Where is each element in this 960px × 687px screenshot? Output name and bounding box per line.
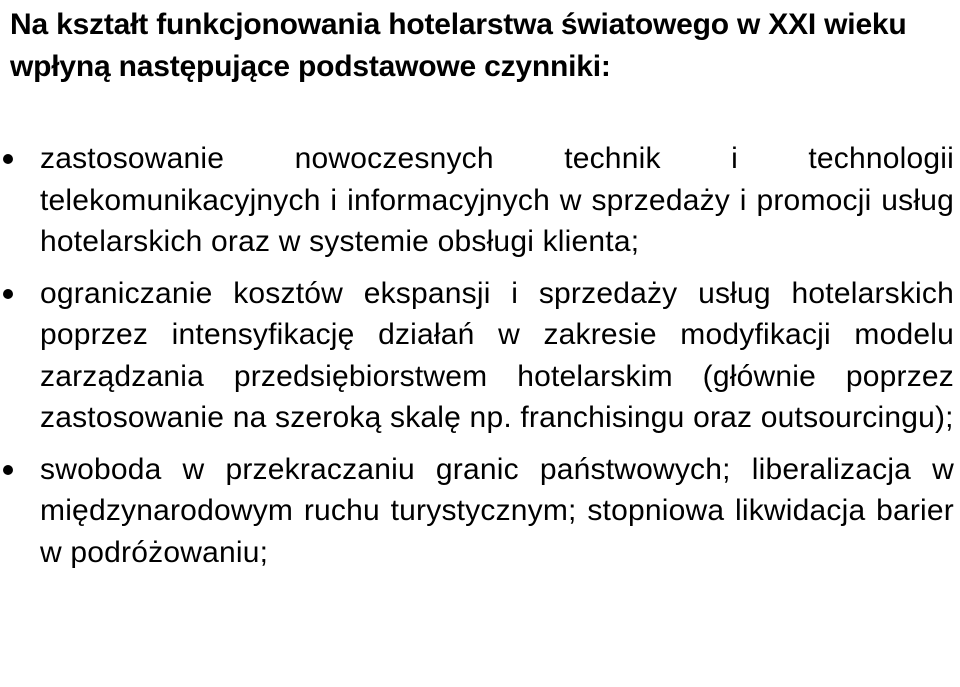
bullet-text: swoboda w przekraczaniu granic państwowych; liberalizacja w międzynarodowym ruchu turystycznym; stopniowa likwidacja barier w podróżowaniu; <box>40 452 954 569</box>
bullet-item <box>0 273 960 439</box>
bullet-item <box>0 449 960 574</box>
bullet-dot-icon <box>3 465 13 475</box>
bullet-text: zastosowanie nowoczesnych technik i technologii telekomunikacyjnych i informacyjnych w sprzedaży i promocji usług hotelarskich oraz w systemie obsługi klienta; <box>40 142 954 258</box>
bullet-dot-icon <box>3 289 13 299</box>
bullet-item <box>0 138 960 263</box>
bullet-list <box>0 138 960 573</box>
bullet-dot-icon <box>3 154 13 164</box>
bullet-text: ograniczanie kosztów ekspansji i sprzedaży usług hotelarskich poprzez intensyfikację działań w zakresie modyfikacji modelu zarządzania przedsiębiorstwem hotelarskim (głównie poprzez zastosowanie na szeroką skalę np. franchisingu oraz outsourcingu); <box>40 276 954 434</box>
slide-title: Na kształt funkcjonowania hotelarstwa światowego w XXI wieku wpłyną następujące podstawowe czynniki: <box>10 8 907 83</box>
